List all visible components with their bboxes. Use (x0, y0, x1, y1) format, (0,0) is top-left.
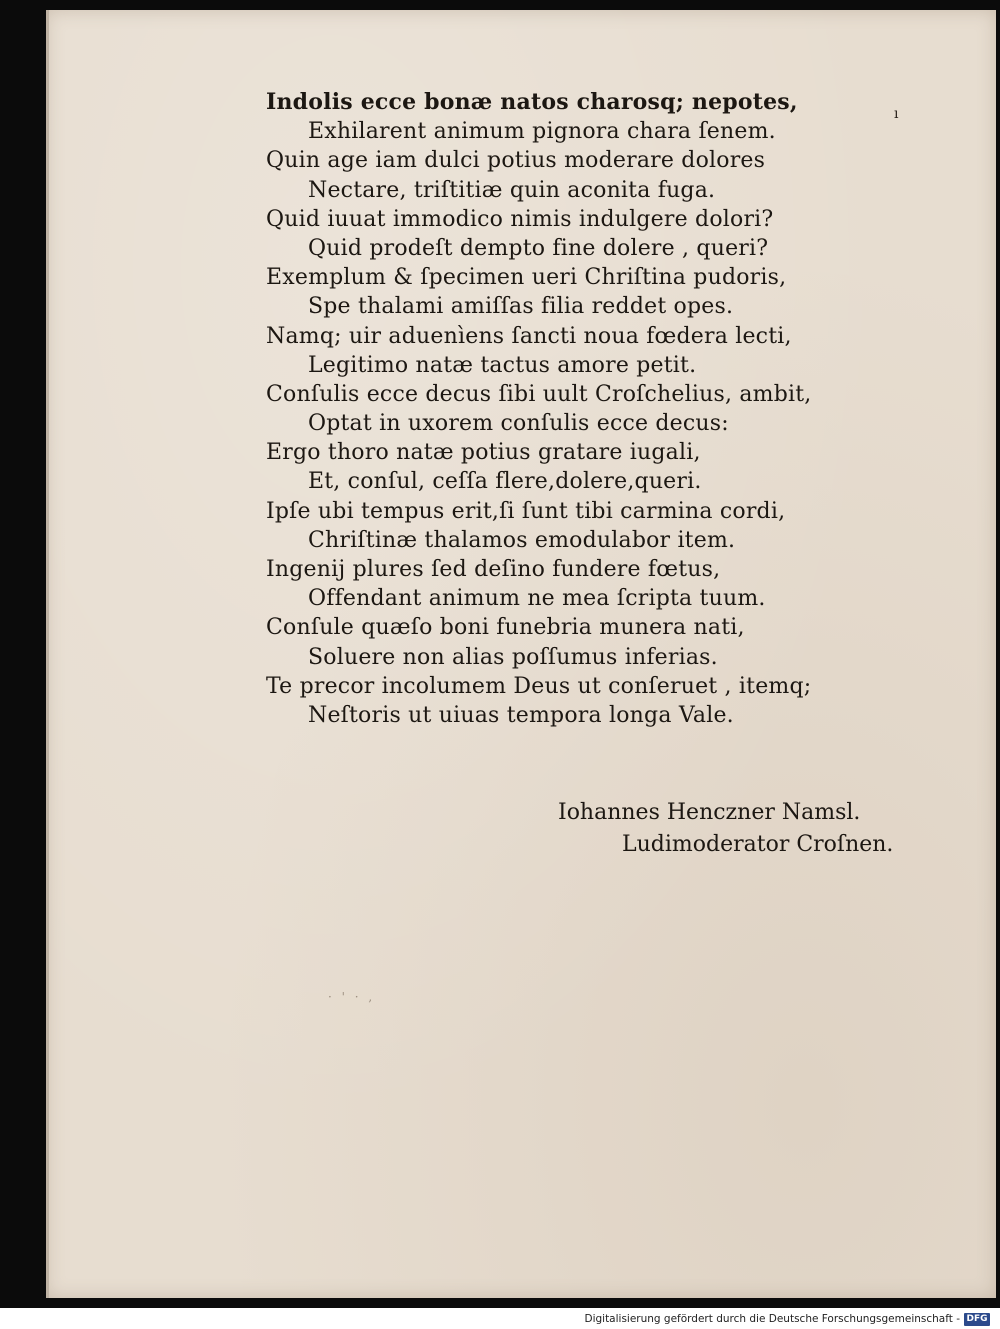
signature-name: Iohannes Henczner Namsl. (558, 800, 861, 825)
poem-line: Nectare, triſtitiæ quin aconita fuga. (308, 177, 716, 203)
footer-credit-text: Digitalisierung gefördert durch die Deutsche Forschungsgemeinschaft - (584, 1313, 960, 1325)
dfg-logo-icon: DFG (964, 1313, 990, 1326)
ink-smudge-marks: · ' · , (328, 990, 376, 1004)
footer-credit (584, 1311, 990, 1327)
poem-line: Soluere non alias poſſumus inferias. (308, 644, 718, 670)
poem-line: Indolis ecce bonæ natos charosq; nepotes, (266, 89, 798, 115)
poem-line: Quid iuuat immodico nimis indulgere dolori? (266, 206, 774, 232)
poem-line: Quin age iam dulci potius moderare dolores (266, 148, 766, 174)
marginal-mark: ı (894, 106, 899, 122)
poem-line: Ergo thoro natæ potius gratare iugali, (266, 440, 701, 466)
poem-line: Neſtoris ut uiuas tempora longa Vale. (308, 702, 734, 728)
poem-line: Chriſtinæ thalamos emodulabor item. (308, 527, 736, 553)
poem-line: Ingenij plures ſed deſino fundere fœtus, (266, 557, 721, 582)
poem-line: Legitimo natæ tactus amore petit. (308, 352, 697, 378)
poem-line: Optat in uxorem conſulis ecce decus: (308, 411, 729, 437)
poem-line: Spe thalami amiſſas filia reddet opes. (308, 294, 734, 320)
poem-line: Te precor incolumem Deus ut conſeruet , itemq; (266, 673, 812, 699)
poem-line: Conſulis ecce decus ſibi uult Croſchelius, ambit, (266, 381, 812, 407)
poem-line: Et, conſul, ceſſa flere,dolere,queri. (308, 469, 702, 495)
poem-line: Exemplum & ſpecimen ueri Chriſtina pudoris, (266, 265, 787, 291)
poem-line: Exhilarent animum pignora chara ſenem. (308, 119, 776, 145)
poem-line: Quid prodeſt dempto fine dolere , queri? (308, 235, 769, 261)
poem-line: Conſule quæſo boni funebria munera nati, (266, 615, 745, 641)
page-edge (46, 10, 49, 1298)
poem-line: Ipſe ubi tempus erit,ſi ſunt tibi carmina cordi, (266, 498, 786, 524)
poem-line: Namq; uir aduenìens ſancti noua fœdera lecti, (266, 323, 792, 349)
signature-title: Ludimoderator Croſnen. (622, 832, 894, 857)
poem-text (266, 88, 906, 730)
poem-line: Offendant animum ne mea ſcripta tuum. (308, 586, 766, 612)
